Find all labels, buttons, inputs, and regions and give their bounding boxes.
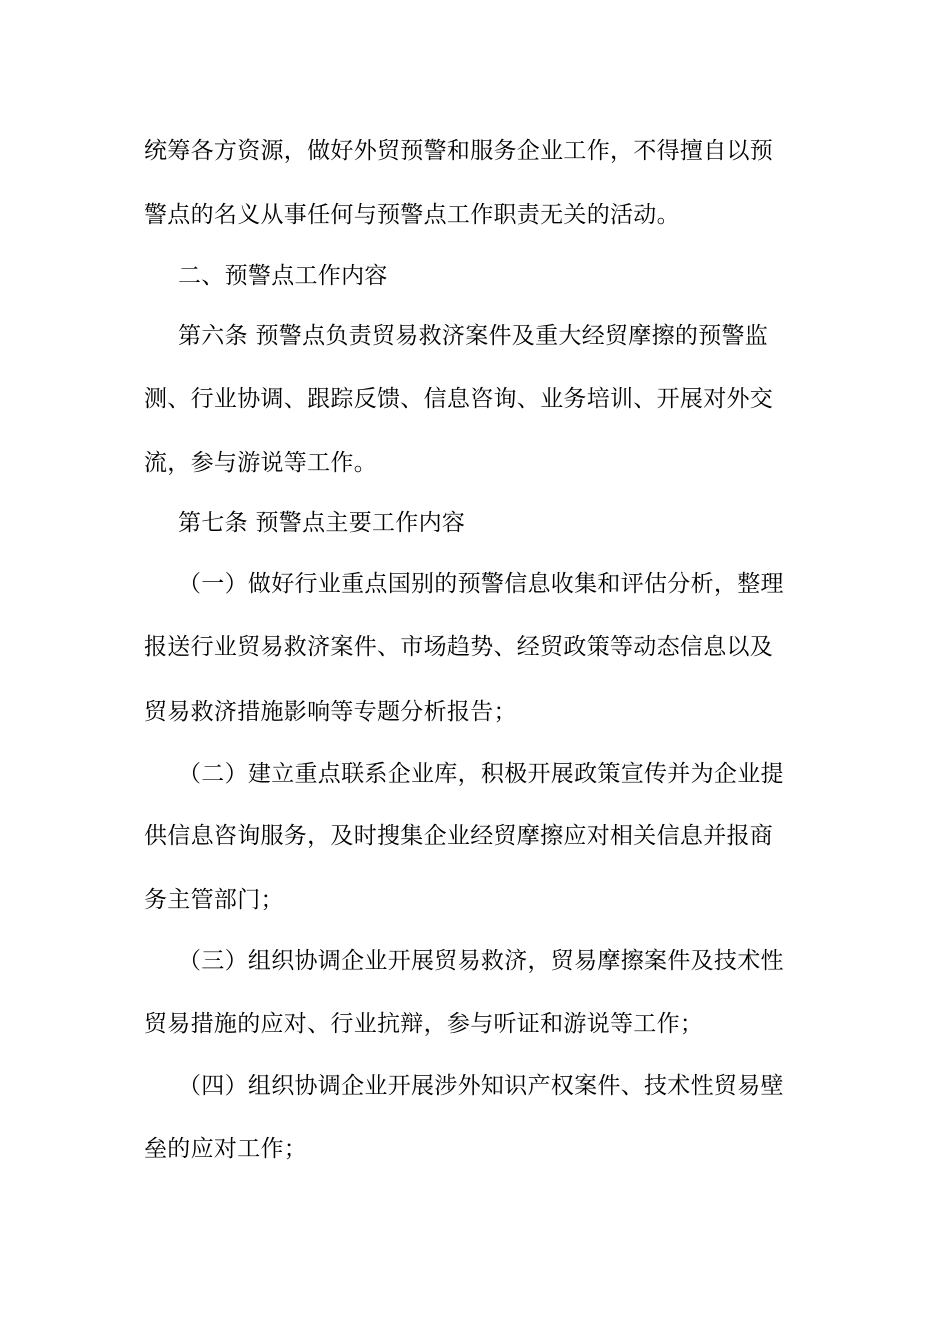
paragraph-line: 警点的名义从事任何与预警点工作职责无关的活动。: [144, 202, 680, 228]
paragraph-line: 供信息咨询服务，及时搜集企业经贸摩擦应对相关信息并报商: [144, 823, 774, 849]
list-item-2-line: （二）建立重点联系企业库，积极开展政策宣传并为企业提: [178, 761, 784, 787]
paragraph-line: 贸易救济措施影响等专题分析报告；: [144, 699, 517, 725]
paragraph-line: 报送行业贸易救济案件、市场趋势、经贸政策等动态信息以及: [144, 634, 774, 660]
paragraph-line: 贸易措施的应对、行业抗辩，参与听证和游说等工作；: [144, 1011, 704, 1037]
section-heading: 二、预警点工作内容: [178, 263, 388, 289]
paragraph-line: 流，参与游说等工作。: [144, 450, 377, 476]
article-7-heading: 第七条 预警点主要工作内容: [178, 510, 466, 536]
article-6-line: 第六条 预警点负责贸易救济案件及重大经贸摩擦的预警监: [178, 323, 769, 349]
paragraph-line: 测、行业协调、跟踪反馈、信息咨询、业务培训、开展对外交: [144, 386, 774, 412]
paragraph-line: 统筹各方资源，做好外贸预警和服务企业工作，不得擅自以预: [144, 138, 774, 164]
list-item-4-line: （四）组织协调企业开展涉外知识产权案件、技术性贸易壁: [178, 1073, 784, 1099]
paragraph-line: 垒的应对工作；: [144, 1136, 308, 1162]
list-item-1-line: （一）做好行业重点国别的预警信息收集和评估分析，整理: [178, 571, 784, 597]
paragraph-line: 务主管部门；: [144, 887, 284, 913]
list-item-3-line: （三）组织协调企业开展贸易救济，贸易摩擦案件及技术性: [178, 948, 784, 974]
